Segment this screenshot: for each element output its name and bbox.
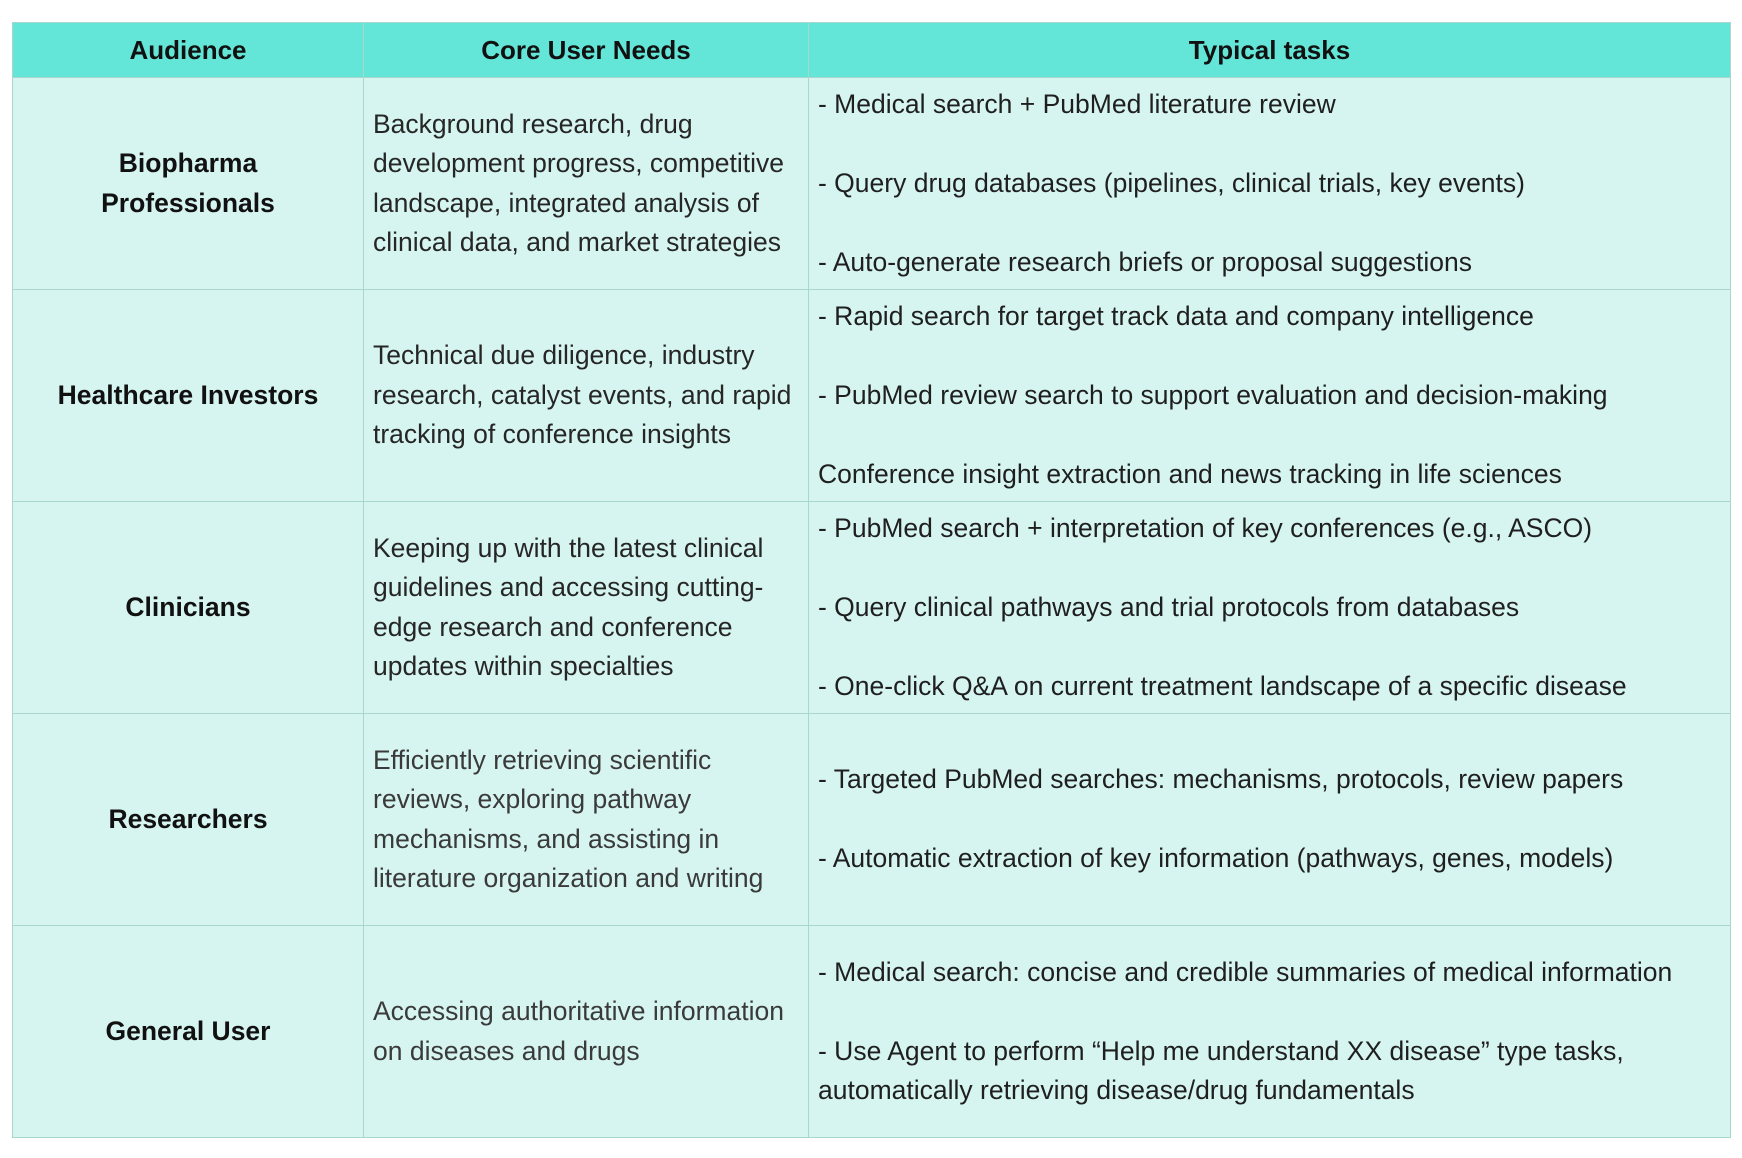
task-item: - PubMed review search to support evaluation and decision-making <box>818 379 1608 410</box>
tasks-cell <box>809 290 1731 502</box>
header-row <box>13 23 1731 78</box>
task-item: - One-click Q&A on current treatment landscape of a specific disease <box>818 670 1627 701</box>
table-row <box>13 290 1731 502</box>
task-item: - Targeted PubMed searches: mechanisms, protocols, review papers <box>818 764 1624 795</box>
audience-label: Biopharma Professionals <box>101 148 275 218</box>
tasks-cell <box>809 714 1731 926</box>
tasks-cell <box>809 78 1731 290</box>
table-row <box>13 78 1731 290</box>
task-item: - Query clinical pathways and trial protocols from databases <box>818 591 1520 622</box>
task-item: - Medical search: concise and credible summaries of medical information <box>818 956 1673 987</box>
audience-cell: General User <box>13 926 364 1138</box>
table-row <box>13 714 1731 926</box>
audience-cell: Healthcare Investors <box>13 290 364 502</box>
task-item: Conference insight extraction and news tracking in life sciences <box>818 458 1562 489</box>
needs-cell: Efficiently retrieving scientific reviews, exploring pathway mechanisms, and assisting in literature organization and writing <box>364 714 809 926</box>
task-item: - PubMed search + interpretation of key conferences (e.g., ASCO) <box>818 512 1593 543</box>
task-item: - Medical search + PubMed literature review <box>818 88 1336 119</box>
needs-cell: Keeping up with the latest clinical guidelines and accessing cutting-edge research and conference updates within specialties <box>364 502 809 714</box>
table-row <box>13 502 1731 714</box>
task-item: - Automatic extraction of key information (pathways, genes, models) <box>818 843 1614 874</box>
audience-table <box>12 22 1731 1138</box>
header-audience: Audience <box>13 23 364 78</box>
task-item: - Use Agent to perform “Help me understand XX disease” type tasks, automatically retrieving disease/drug fundamentals <box>818 1035 1624 1105</box>
tasks-cell <box>809 502 1731 714</box>
task-item: - Query drug databases (pipelines, clinical trials, key events) <box>818 167 1525 198</box>
task-item: - Rapid search for target track data and company intelligence <box>818 300 1534 331</box>
needs-cell: Technical due diligence, industry research, catalyst events, and rapid tracking of conference insights <box>364 290 809 502</box>
audience-cell: Researchers <box>13 714 364 926</box>
needs-cell: Accessing authoritative information on diseases and drugs <box>364 926 809 1138</box>
audience-cell: Clinicians <box>13 502 364 714</box>
header-core-user-needs: Core User Needs <box>364 23 809 78</box>
table-row <box>13 926 1731 1138</box>
task-item: - Auto-generate research briefs or proposal suggestions <box>818 246 1473 277</box>
audience-cell <box>13 78 364 290</box>
header-typical-tasks: Typical tasks <box>809 23 1731 78</box>
needs-cell: Background research, drug development progress, competitive landscape, integrated analysis of clinical data, and market strategies <box>364 78 809 290</box>
tasks-cell <box>809 926 1731 1138</box>
